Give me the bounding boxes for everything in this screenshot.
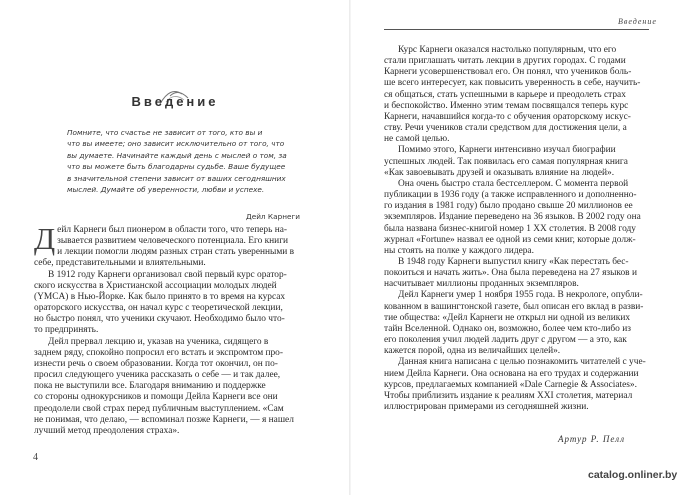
- text-line: кажется порой, одна из величайших целей».: [384, 346, 561, 357]
- text-line: Дейл прервал лекцию и, указав на ученика, сидящего в: [48, 336, 269, 347]
- text-line: ше всего интересует, как повысить уверенность в себе, научить-: [384, 78, 641, 89]
- text-line: его поколения учил людей ладить друг с другом — а это, как: [384, 335, 627, 346]
- epigraph-author: Дейл Карнеги: [246, 212, 301, 221]
- text-line: изнести речь о своем образовании. Когда тот окончил, он по-: [34, 358, 278, 369]
- left-body-text: [34, 221, 299, 437]
- drop-cap: Д: [34, 221, 56, 256]
- page-number: 4: [33, 452, 38, 463]
- chapter-title: Введение: [131, 94, 219, 109]
- text-line: ейл Карнеги был пионером в области того, что теперь на-: [57, 225, 288, 235]
- text-line: кованном в вашингтонской газете, был описан его вклад в разви-: [384, 301, 644, 312]
- running-header: Введение: [618, 17, 657, 26]
- text-line: В 1912 году Карнеги организовал свой первый курс оратор-: [48, 269, 287, 280]
- text-line: ству. Речи учеников стали средством для достижения цели, а: [384, 123, 627, 134]
- text-line: Данная книга написана с целью познакомить читателей с уче-: [398, 357, 646, 368]
- text-line: журнал «Fortune» назвал ее одной из семи книг, которые долж-: [384, 234, 636, 245]
- first-paragraph: [34, 225, 299, 247]
- text-line: Чтобы приблизить издание к реалиям XXI столетия, материал: [384, 390, 633, 401]
- text-line: и лекции помогли людям разных стран стать уверенными в: [57, 247, 295, 258]
- epigraph-line: мыслей. Думайте об уверенности, любви и успехе.: [67, 185, 265, 195]
- epigraph-line: что вы можете быть благодарны судьбе. Ваше будущее: [67, 162, 286, 172]
- text-line: стали приглашать читать лекции в других городах. С годами: [384, 56, 626, 67]
- text-line: В 1948 году Карнеги выпустил книгу «Как перестать бес-: [398, 256, 629, 267]
- header-rule: [384, 29, 649, 30]
- epigraph-line: Помните, что счастье не зависит от того, кто вы и: [67, 128, 263, 137]
- text-line: преодолели свой страх перед публичным выступлением. «Сам: [34, 403, 284, 414]
- text-line: экземпляров. Издание переведено на 36 языков. В 2002 году она: [384, 212, 641, 223]
- epigraph-line: вы думаете. Начинайте каждый день с мыслей о том, за: [67, 150, 287, 160]
- text-line: просил следующего ученика рассказать о себе — и так далее,: [34, 370, 281, 381]
- text-line: пока не выступили все. Благодаря вниманию и поддержке: [34, 381, 266, 392]
- text-line: Дейл Карнеги умер 1 ноября 1955 года. В некрологе, опубли-: [398, 290, 643, 301]
- text-line: Она очень быстро стала бестселлером. С момента первой: [398, 178, 629, 189]
- text-line: ского искусства в Христианской ассоциации молодых людей: [34, 280, 277, 291]
- text-line: успешных людей. Так появилась его самая популярная книга: [384, 156, 628, 167]
- text-line: «Как завоевывать друзей и оказывать влияние на людей».: [384, 167, 615, 178]
- text-line: со стороны однокурсников и помощи Дейла Карнеги все они: [34, 392, 278, 403]
- text-line: была названа бизнес-книгой номер 1 XX столетия. В 2008 году: [384, 223, 636, 234]
- text-line: то предпринять.: [34, 325, 99, 336]
- text-line: тие общества: «Дейл Карнеги не открыл ни одной из великих: [384, 312, 631, 323]
- epigraph-line: что вы имеете; оно зависит исключительно от того, что: [67, 139, 285, 149]
- text-line: (YMCA) в Нью-Йорке. Как было принято в то время на курсах: [34, 291, 286, 302]
- text-line: себе, представительными и влиятельными.: [34, 258, 206, 269]
- text-line: ся общаться, стать успешными в карьере и преодолеть страх: [384, 89, 626, 100]
- author-signature: Артур Р. Пелл: [558, 434, 625, 444]
- text-line: покоиться и начать жить». Она была переведена на 27 языков и: [384, 268, 637, 279]
- text-line: ны стоять на полке у каждого лидера.: [384, 245, 534, 256]
- text-line: не понимая, что делаю, — вспоминал позже Карнеги, — я нашел: [34, 414, 294, 425]
- text-line: го издания в 1981 году) было продано свыше 20 миллионов ее: [384, 201, 633, 212]
- text-line: нием Дейла Карнеги. Она основана на его трудах и содержании: [384, 368, 639, 379]
- text-line: не самой целью.: [384, 134, 450, 145]
- text-line: зывается развитием человеческого потенциала. Его книги: [57, 236, 289, 247]
- text-line: публикации в 1936 году (а также исправленного и дополненно-: [384, 190, 637, 201]
- text-line: ораторского искусства, он начал курс с теоретической лекции,: [34, 303, 283, 314]
- text-line: Карнеги, начавшийся когда-то с обучения ораторскому искус-: [384, 111, 631, 122]
- text-line: лучший метод преодоления страха».: [34, 425, 180, 436]
- epigraph: [67, 127, 287, 195]
- text-line: курсов, предлагаемых компанией «Dale Carnegie & Associates».: [384, 379, 637, 390]
- text-line: тайн Вселенной. Однако он, возможно, более чем кто-либо из: [384, 323, 631, 334]
- text-line: насчитывает миллионы проданных экземпляров.: [384, 279, 579, 290]
- right-body-text: [384, 45, 649, 413]
- text-line: но быстро понял, что ученики скучают. Необходимо было что-: [34, 314, 285, 325]
- epigraph-line: в значительной степени зависит от ваших сегодняшних: [67, 173, 286, 183]
- text-line: заднем ряду, спокойно попросил его встать и экспромтом про-: [34, 347, 283, 358]
- text-line: Курс Карнеги оказался настолько популярным, что его: [398, 45, 617, 55]
- text-line: и беспокойство. Именно этим темам посвящался теперь курс: [384, 100, 629, 111]
- text-line: Помимо этого, Карнеги интенсивно изучал биографии: [398, 145, 616, 156]
- text-line: Карнеги усовершенствовал его. Он понял, что учеников боль-: [384, 67, 632, 78]
- text-line: иллюстрирован примерами из сегодняшней жизни.: [384, 402, 589, 412]
- watermark: catalog.onliner.by: [588, 469, 678, 481]
